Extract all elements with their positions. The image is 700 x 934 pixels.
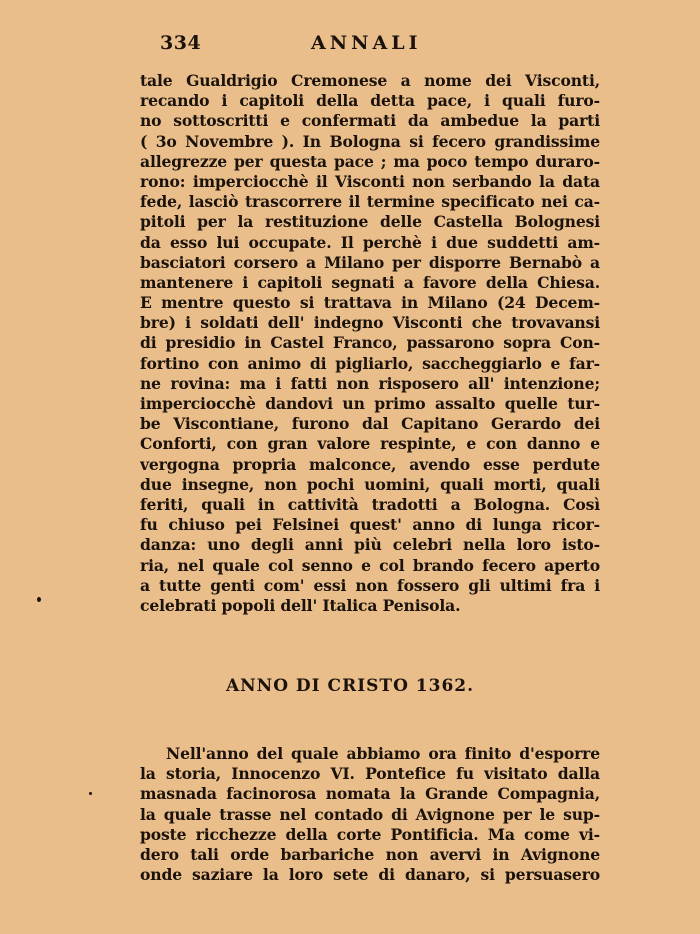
text-line: ne rovina: ma i fatti non risposero all' intenzione;: [140, 373, 600, 393]
ink-speck: [89, 792, 92, 795]
text-line: celebrati popoli dell' Italica Penisola.: [140, 595, 461, 615]
text-line: a tutte genti com' essi non fossero gli ultimi fra i: [140, 575, 600, 595]
text-line: pitoli per la restituzione delle Castella Bolognesi: [140, 212, 600, 232]
text-line: di presidio in Castel Franco, passarono sopra Con-: [140, 333, 600, 353]
running-head: [0, 32, 700, 58]
text-line: ria, nel quale col senno e col brando fecero aperto: [140, 555, 600, 575]
paragraph-2: [140, 744, 600, 885]
text-line: due insegne, non pochi uomini, quali morti, quali: [140, 474, 600, 494]
page-number: 334: [160, 32, 202, 54]
text-line: no sottoscritti e confermati da ambedue la parti: [140, 111, 600, 131]
text-line: rono: imperciocchè il Visconti non serbando la data: [140, 171, 600, 191]
text-line: bre) i soldati dell' indegno Visconti che trovavansi: [140, 313, 600, 333]
text-line: allegrezze per questa pace ; ma poco tempo duraro-: [140, 151, 600, 171]
text-line: onde saziare la loro sete di danaro, si persuasero: [140, 865, 600, 885]
text-line: fortino con animo di pigliarlo, saccheggiarlo e far-: [140, 353, 600, 373]
text-line: fede, lasciò trascorrere il termine specificato nei ca-: [140, 192, 600, 212]
text-line: vergogna propria malconce, avendo esse perdute: [140, 454, 600, 474]
text-line: mantenere i capitoli segnati a favore della Chiesa.: [140, 272, 600, 292]
text-line: danza: uno degli anni più celebri nella loro isto-: [140, 535, 600, 555]
running-title: ANNALI: [311, 32, 422, 54]
text-line: Nell'anno del quale abbiamo ora finito d'esporre: [166, 744, 600, 763]
ink-speck: [37, 597, 41, 602]
text-line: tale Gualdrigio Cremonese a nome dei Visconti,: [140, 71, 600, 90]
text-line: imperciocchè dandovi un primo assalto quelle tur-: [140, 394, 600, 413]
text-line: ( 3o Novembre ). In Bologna si fecero grandissime: [140, 131, 600, 151]
text-line: recando i capitoli della detta pace, i quali furo-: [140, 91, 600, 111]
text-line: fu chiuso pei Felsinei quest' anno di lunga ricor-: [140, 515, 600, 535]
text-line: poste ricchezze della corte Pontificia. Ma come vi-: [140, 824, 600, 844]
text-line: be Viscontiane, furono dal Capitano Gerardo dei: [140, 414, 600, 434]
text-line: la quale trasse nel contado di Avignone per le sup-: [140, 804, 600, 824]
section-heading: ANNO DI CRISTO 1362.: [225, 676, 475, 696]
text-line: dero tali orde barbariche non avervi in Avignone: [140, 844, 600, 864]
text-line: masnada facinorosa nomata la Grande Compagnia,: [140, 784, 600, 804]
text-line: basciatori corsero a Milano per disporre Bernabò a: [140, 252, 600, 272]
paragraph-1: [140, 71, 600, 616]
text-line: Conforti, con gran valore respinte, e con danno e: [140, 434, 600, 454]
text-line: feriti, quali in cattività tradotti a Bologna. Così: [140, 494, 600, 514]
text-line: da esso lui occupate. Il perchè i due suddetti am-: [140, 232, 600, 252]
text-line: E mentre questo si trattava in Milano (24 Decem-: [140, 293, 600, 313]
text-line: la storia, Innocenzo VI. Pontefice fu visitato dalla: [140, 764, 600, 784]
